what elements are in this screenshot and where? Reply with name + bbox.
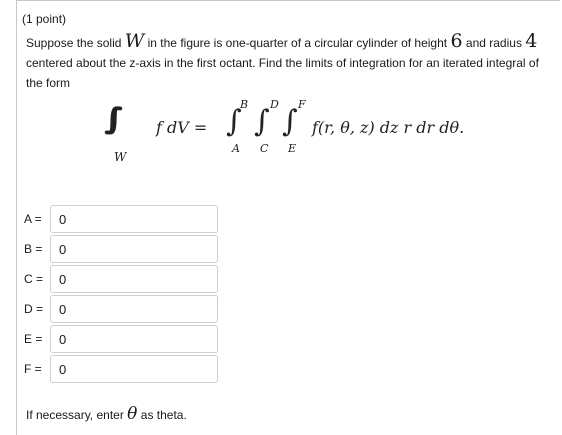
triple-integral-sign: ∫∫∫: [104, 102, 109, 137]
answer-label-E: E =: [24, 332, 43, 346]
limit-E: E: [288, 142, 297, 155]
integral-sign-inner: ∫: [282, 104, 298, 139]
text-segment: in the figure is one-quarter of a circular cylinder of height: [147, 36, 448, 50]
answer-input-E[interactable]: 0: [50, 325, 218, 353]
theta-symbol: θ: [127, 404, 138, 424]
footer-text: If necessary, enter: [26, 408, 124, 422]
text-segment: Suppose the solid: [26, 36, 122, 50]
limit-C: C: [260, 142, 269, 155]
answer-label-B: B =: [24, 242, 43, 256]
answer-input-F[interactable]: 0: [50, 355, 218, 383]
solid-variable: W: [124, 30, 145, 52]
answer-input-A[interactable]: 0: [50, 205, 218, 233]
problem-line-1: [26, 32, 537, 52]
problem-line-3: the form: [26, 76, 71, 90]
lhs-integrand: f dV =: [156, 118, 208, 137]
answer-input-C[interactable]: 0: [50, 265, 218, 293]
rhs-integrand: f(r, θ, z) dz r dr dθ.: [312, 118, 465, 137]
region-subscript: W: [114, 150, 127, 164]
footer-note: [26, 404, 187, 424]
points-label: (1 point): [22, 12, 67, 26]
integral-sign-middle: ∫: [254, 104, 270, 139]
height-value: 6: [450, 30, 463, 52]
footer-text: as theta.: [140, 408, 187, 422]
answer-input-D[interactable]: 0: [50, 295, 218, 323]
radius-value: 4: [525, 30, 538, 52]
problem-line-2: centered about the z-axis in the first octant. Find the limits of integration for an iterated integral of: [26, 56, 539, 70]
answer-label-F: F =: [24, 362, 42, 376]
limit-A: A: [232, 142, 240, 155]
integral-formula: [0, 98, 562, 168]
text-segment: and radius: [465, 36, 522, 50]
limit-B: B: [240, 98, 249, 111]
integral-sign-outer: ∫: [226, 104, 242, 139]
answer-label-C: C =: [24, 272, 44, 286]
limit-F: F: [298, 98, 306, 111]
limit-D: D: [270, 98, 279, 111]
answer-label-A: A =: [24, 212, 42, 226]
answer-label-D: D =: [24, 302, 44, 316]
answer-input-B[interactable]: 0: [50, 235, 218, 263]
